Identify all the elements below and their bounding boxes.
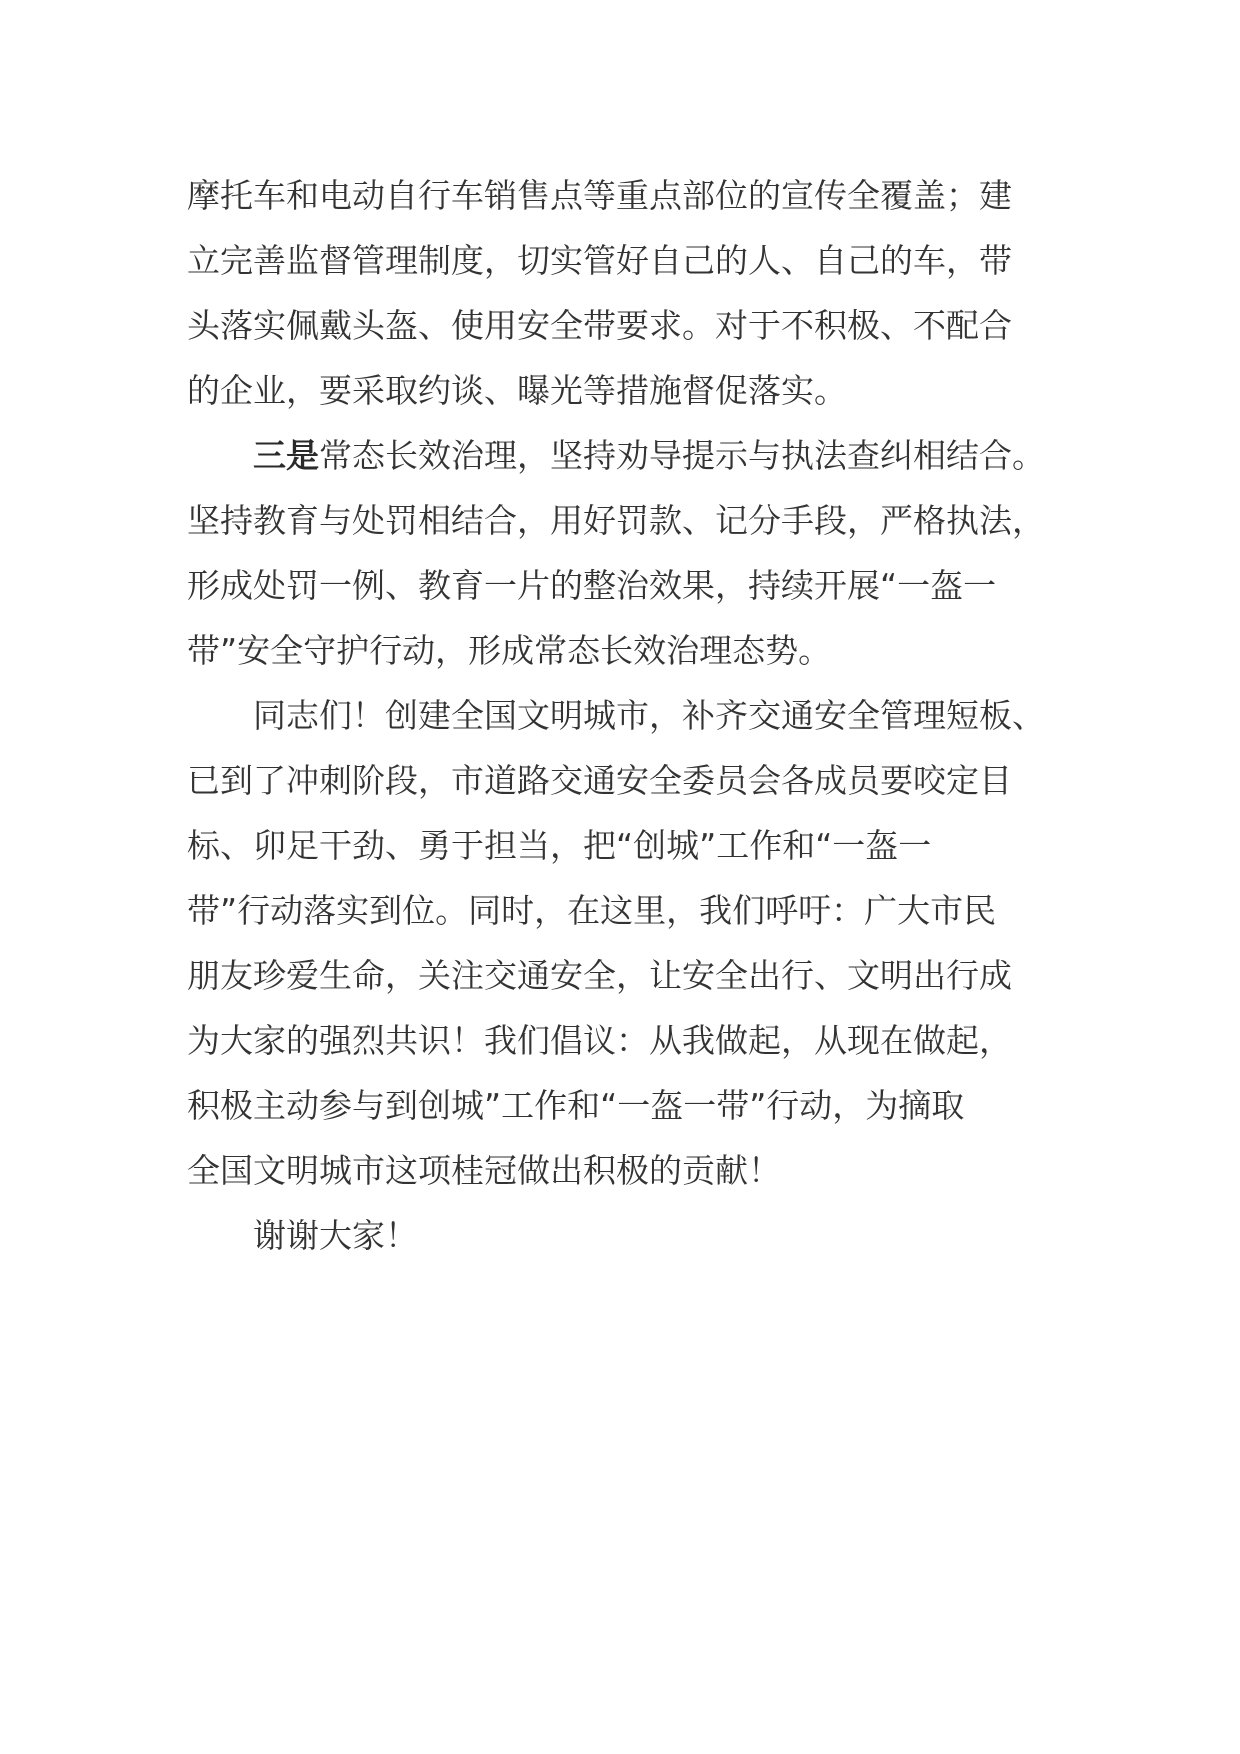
text-line: 带”安全守护行动，形成常态长效治理态势。 [187, 631, 832, 670]
text-line: 摩托车和电动自行车销售点等重点部位的宣传全覆盖；建 [187, 176, 1012, 215]
text-line: 形成处罚一例、教育一片的整治效果，持续开展“一盔一 [187, 566, 997, 605]
text-line: 同志们！创建全国文明城市，补齐交通安全管理短板、 [253, 696, 1045, 735]
closing-line: 谢谢大家！ [253, 1216, 418, 1255]
paragraph-1 [187, 163, 1067, 423]
text-line: 带”行动落实到位。同时，在这里，我们呼吁：广大市民 [187, 891, 997, 930]
text-line [187, 423, 1067, 488]
text-line: 坚持教育与处罚相结合，用好罚款、记分手段，严格执法， [187, 501, 1045, 540]
paragraph-lead-rest: 常态长效治理，坚持劝导提示与执法查纠相结合。 [319, 436, 1045, 475]
text-line: 全国文明城市这项桂冠做出积极的贡献！ [187, 1151, 781, 1190]
document-body [187, 163, 1067, 1268]
paragraph-2 [187, 423, 1067, 683]
text-line: 立完善监督管理制度，切实管好自己的人、自己的车，带 [187, 241, 1012, 280]
text-line: 朋友珍爱生命，关注交通安全，让安全出行、文明出行成 [187, 956, 1012, 995]
text-line: 的企业，要采取约谈、曝光等措施督促落实。 [187, 371, 847, 410]
paragraph-4 [187, 1203, 1067, 1268]
text-line: 已到了冲刺阶段，市道路交通安全委员会各成员要咬定目 [187, 761, 1012, 800]
paragraph-3 [187, 683, 1067, 1203]
paragraph-lead: 三是 [253, 436, 319, 475]
text-line: 为大家的强烈共识！我们倡议：从我做起，从现在做起， [187, 1021, 1012, 1060]
text-line: 积极主动参与到创城”工作和“一盔一带”行动，为摘取 [187, 1086, 965, 1125]
text-line: 头落实佩戴头盔、使用安全带要求。对于不积极、不配合 [187, 306, 1012, 345]
text-line: 标、卯足干劲、勇于担当，把“创城”工作和“一盔一 [187, 826, 932, 865]
